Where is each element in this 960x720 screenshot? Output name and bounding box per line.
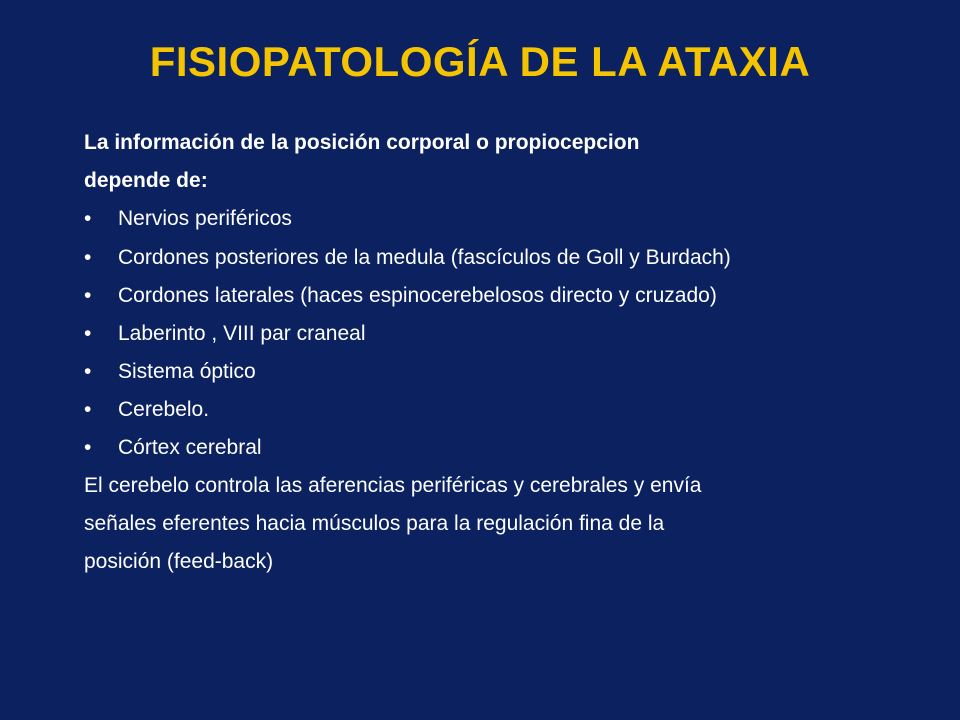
closing-line: señales eferentes hacia músculos para la regulación fina de la	[84, 512, 665, 535]
bullet-text: Cordones laterales (haces espinocerebelosos directo y cruzado)	[118, 284, 717, 307]
bullet-item	[84, 353, 896, 391]
bullet-icon: •	[84, 436, 92, 459]
bullet-icon: •	[84, 398, 92, 421]
closing-line: El cerebelo controla las aferencias periféricas y cerebrales y envía	[84, 474, 702, 497]
slide-content	[84, 124, 896, 581]
bullet-text: Cordones posteriores de la medula (fascículos de Goll y Burdach)	[118, 246, 731, 269]
bullet-text: Sistema óptico	[118, 360, 256, 383]
bullet-item	[84, 277, 896, 315]
bullet-icon: •	[84, 322, 92, 345]
bullet-item	[84, 429, 896, 467]
bullet-icon: •	[84, 207, 92, 230]
bullet-text: Córtex cerebral	[118, 436, 262, 459]
intro-line: La información de la posición corporal o propiocepcion	[84, 131, 640, 154]
bullet-icon: •	[84, 246, 92, 269]
closing-text	[84, 467, 896, 581]
intro-text	[84, 124, 896, 200]
closing-line: posición (feed-back)	[84, 550, 274, 573]
intro-line: depende de:	[84, 169, 208, 192]
bullet-text: Cerebelo.	[118, 398, 210, 421]
bullet-item	[84, 391, 896, 429]
bullet-item	[84, 315, 896, 353]
bullet-item	[84, 238, 896, 277]
slide-title: FISIOPATOLOGÍA DE LA ATAXIA	[149, 38, 811, 85]
bullet-text: Laberinto , VIII par craneal	[118, 322, 366, 345]
bullet-icon: •	[84, 360, 92, 383]
bullet-text: Nervios periféricos	[118, 207, 292, 230]
bullet-item	[84, 200, 896, 238]
bullet-icon: •	[84, 284, 92, 307]
bullet-list	[84, 200, 896, 467]
